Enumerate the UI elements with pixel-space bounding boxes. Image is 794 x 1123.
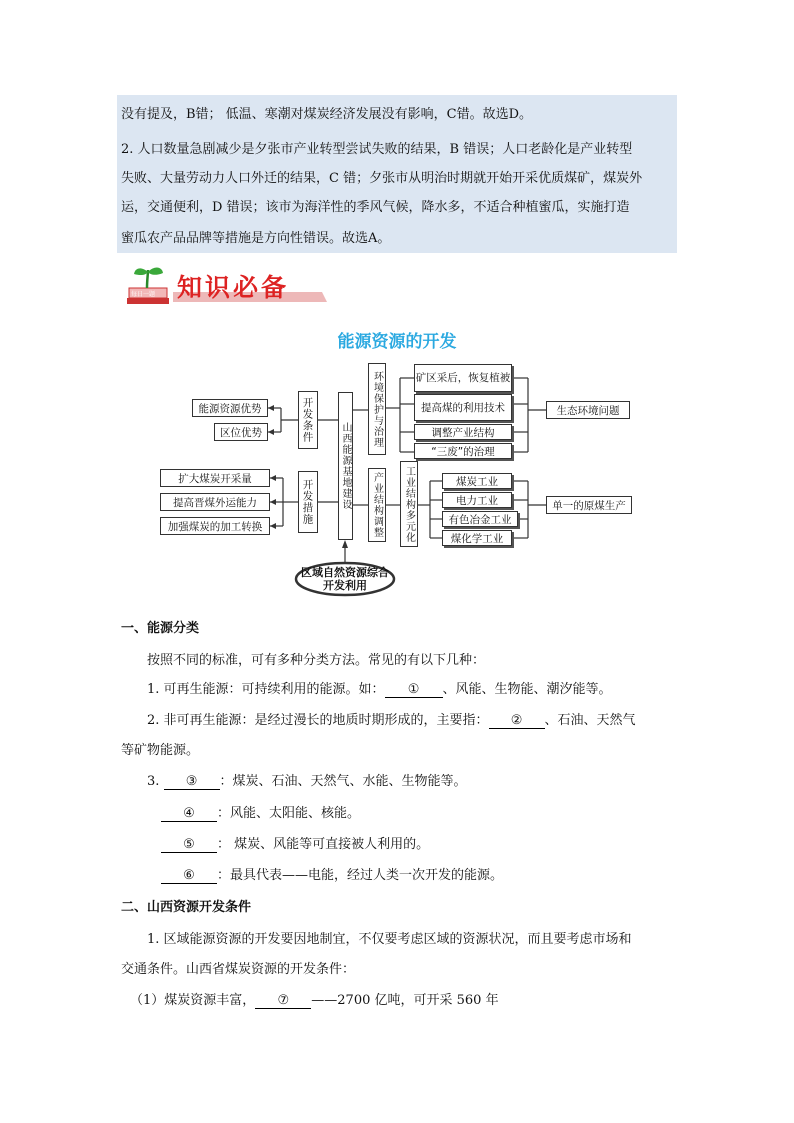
item-1-text: 1. 可再生能源：可持续利用的能源。如： [147,682,385,697]
blank-7[interactable]: ⑦ [255,993,311,1009]
item-5-text: ： 煤炭、风能等可直接被人利用的。 [217,837,430,852]
item-2-text: 2. 非可再生能源：是经过漫长的地质时期形成的，主要指： [147,713,489,728]
item-6-text: ：最具代表——电能，经过人类一次开发的能源。 [217,868,504,883]
blank-2[interactable]: ② [489,713,545,729]
blank-4[interactable]: ④ [161,806,217,822]
industry-coal: 煤炭工业 [442,473,512,489]
blank-6[interactable]: ⑥ [161,868,217,884]
dev-measures-box: 开发措施 [298,471,318,533]
section-2-heading: 二、山西资源开发条件 [121,900,252,915]
industry-power: 电力工业 [442,492,512,508]
badge-text: 每日一题 [131,291,156,298]
diversify-box: 工业结构多元化 [400,461,418,547]
dev-conditions-box: 开发条件 [298,391,318,449]
shanxi-base-box: 山西能源基地建设 [338,392,353,540]
diagram-title: 能源资源的开发 [337,332,457,352]
blank-1[interactable]: ① [385,682,443,698]
item-1 [147,678,612,698]
item-1-tail: 、风能、生物能、潮汐能等。 [442,682,612,697]
section-1-intro: 按照不同的标准，可有多种分类方法。常见的有以下几种： [147,653,486,668]
transport-capacity-box: 提高晋煤外运能力 [160,493,270,511]
item-2-continued: 等矿物能源。 [121,743,200,758]
item-4-text: ：风能、太阳能、核能。 [217,806,361,821]
item-3-text: ：煤炭、石油、天然气、水能、生物能等。 [219,774,467,789]
item-2-tail: 、石油、天然气 [544,713,636,728]
answer-line-1: 没有提及，B错； 低温、寒潮对煤炭经济发展没有影响，C错。故选D。 [121,107,533,122]
item-6 [161,864,503,884]
answer-line-4: 运，交通便利，D 错误；该市为海洋性的季风气候，降水多，不适合种植蜜瓜，实施打造 [121,200,630,215]
expand-mining-box: 扩大煤炭开采量 [160,469,270,487]
section-1-heading: 一、能源分类 [121,621,200,636]
location-advantage-box: 区位优势 [214,423,268,441]
item-4 [161,802,360,822]
blank-5[interactable]: ⑤ [161,837,217,853]
env-protection-box: 环境保护与治理 [368,363,386,455]
industry-adjust-box: 产业结构调整 [368,468,386,542]
integrated-development-ellipse: 区域自然资源综合开发利用 [301,566,389,592]
coal-rich-text: （1）煤炭资源丰富， [130,993,256,1008]
answer-line-3: 失败、大量劳动力人口外迁的结果，C 错；夕张市从明治时期就开始开采优质煤矿，煤炭外 [121,171,643,186]
answer-line-5: 蜜瓜农产品品牌等措施是方向性错误。故选A。 [121,231,391,246]
banner-title: 知识必备 [177,273,290,302]
env-item-coal-tech: 提高煤的利用技术 [414,394,512,421]
energy-advantage-box: 能源资源优势 [192,399,268,417]
coal-processing-box: 加强煤炭的加工转换 [160,517,270,535]
section-2-para-1: 1. 区域能源资源的开发要因地制宜，不仅要考虑区域的资源状况，而且要考虑市场和 [147,932,632,947]
item-3-prefix: 3. [147,774,164,789]
item-5 [161,833,429,853]
industry-metallurgy: 有色冶金工业 [442,511,518,527]
coal-reserve-text: ——2700 亿吨，可开采 560 年 [311,993,499,1008]
section-2-item-1 [130,989,499,1009]
env-item-revegetation: 矿区采后，恢复植被 [414,364,512,392]
item-2 [147,709,636,729]
item-3 [147,770,467,790]
section-2-para-2: 交通条件。山西省煤炭资源的开发条件： [121,962,356,977]
env-item-adjust-structure: 调整产业结构 [414,424,512,440]
blank-3[interactable]: ③ [164,774,220,790]
industry-coal-chemical: 煤化学工业 [442,530,512,546]
env-item-waste-treatment: “三废”的治理 [414,443,512,459]
eco-problem-box: 生态环境问题 [546,401,630,419]
single-coal-box: 单一的原煤生产 [546,496,632,514]
answer-line-2: 2. 人口数量急剧减少是夕张市产业转型尝试失败的结果，B 错误；人口老龄化是产业转型 [121,142,633,157]
